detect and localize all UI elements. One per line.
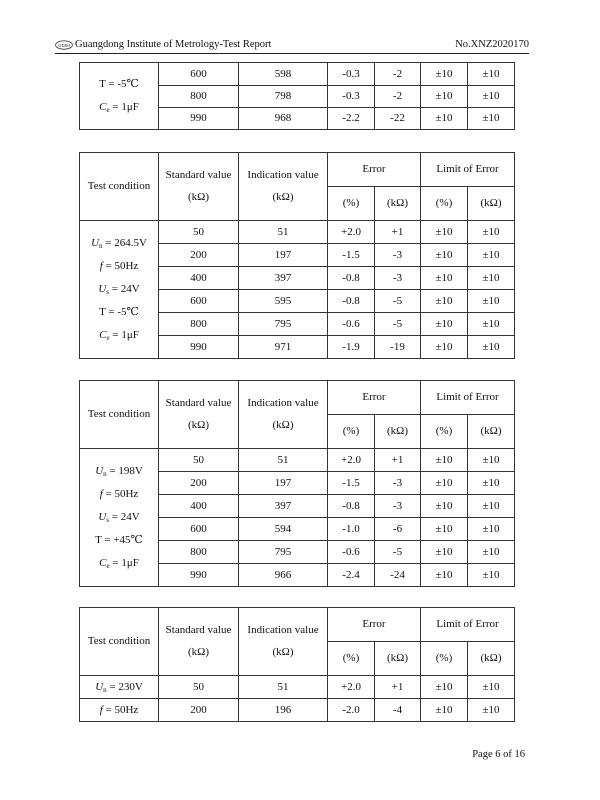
- condition-frequency: = 50Hz: [105, 703, 139, 716]
- standard-value: 50: [159, 221, 239, 244]
- limit-kohm: ±10: [468, 313, 515, 336]
- limit-kohm: ±10: [468, 244, 515, 267]
- test-condition-cell: [80, 221, 159, 359]
- test-condition-cell: [80, 449, 159, 587]
- header-limit-percent: (%): [421, 415, 468, 449]
- limit-kohm: ±10: [468, 290, 515, 313]
- indication-value: 594: [239, 518, 328, 541]
- condition-temperature: T = -5℃: [99, 306, 139, 318]
- header-standard-value: Standard value (kΩ): [159, 608, 239, 676]
- limit-percent: ±10: [421, 86, 468, 108]
- standard-value: 600: [159, 518, 239, 541]
- condition-aux-voltage: $U_s = 24V$: [98, 511, 140, 524]
- error-kohm: +1: [375, 221, 421, 244]
- header-test-condition: Test condition: [80, 381, 159, 449]
- limit-kohm: ±10: [468, 449, 515, 472]
- error-kohm: -24: [375, 564, 421, 587]
- header-error: Error: [328, 153, 421, 187]
- standard-value: 50: [159, 449, 239, 472]
- header-limit-percent: (%): [421, 642, 468, 676]
- limit-kohm: ±10: [468, 518, 515, 541]
- institute-logo-icon: [55, 40, 73, 50]
- condition-frequency: f = 50Hz: [99, 260, 139, 272]
- error-percent: -1.0: [328, 518, 375, 541]
- standard-value: 400: [159, 267, 239, 290]
- condition-capacitance: $C_e = 1\mu F$: [99, 101, 139, 114]
- indication-value: 971: [239, 336, 328, 359]
- limit-kohm: ±10: [468, 541, 515, 564]
- header-limit-of-error: Limit of Error: [421, 608, 515, 642]
- limit-percent: ±10: [421, 108, 468, 130]
- error-kohm: -4: [375, 699, 421, 722]
- error-percent: -0.6: [328, 541, 375, 564]
- limit-kohm: ±10: [468, 564, 515, 587]
- limit-percent: ±10: [421, 676, 468, 699]
- error-kohm: -5: [375, 313, 421, 336]
- limit-percent: ±10: [421, 564, 468, 587]
- error-kohm: -3: [375, 244, 421, 267]
- condition-voltage: $U_n = 198V$: [95, 465, 143, 478]
- table-row: [80, 221, 515, 244]
- error-percent: -0.8: [328, 495, 375, 518]
- header-limit-kohm: (kΩ): [468, 187, 515, 221]
- error-percent: -0.3: [328, 86, 375, 108]
- results-table-1: [79, 62, 515, 130]
- header-error-kohm: (kΩ): [375, 642, 421, 676]
- error-kohm: -3: [375, 267, 421, 290]
- error-kohm: -2: [375, 63, 421, 86]
- error-kohm: -3: [375, 495, 421, 518]
- error-kohm: -22: [375, 108, 421, 130]
- indication-value: 51: [239, 449, 328, 472]
- indication-value: 397: [239, 495, 328, 518]
- condition-capacitance: $C_e = 1\mu F$: [99, 329, 139, 342]
- indication-value: 51: [239, 221, 328, 244]
- limit-percent: ±10: [421, 290, 468, 313]
- indication-value: 197: [239, 472, 328, 495]
- header-indication-value: Indication value (kΩ): [239, 608, 328, 676]
- error-kohm: +1: [375, 676, 421, 699]
- error-kohm: -3: [375, 472, 421, 495]
- indication-value: 798: [239, 86, 328, 108]
- error-percent: -1.9: [328, 336, 375, 359]
- condition-aux-voltage: $U_s = 24V$: [98, 283, 140, 296]
- table-header-row: [80, 153, 515, 187]
- indication-value: 196: [239, 699, 328, 722]
- header-limit-percent: (%): [421, 187, 468, 221]
- error-kohm: -5: [375, 290, 421, 313]
- table-row: [80, 676, 515, 699]
- standard-value: 400: [159, 495, 239, 518]
- indication-value: 197: [239, 244, 328, 267]
- limit-kohm: ±10: [468, 221, 515, 244]
- results-table-3: [79, 380, 515, 587]
- error-percent: -0.8: [328, 290, 375, 313]
- header-error-percent: (%): [328, 187, 375, 221]
- error-percent: -1.5: [328, 244, 375, 267]
- error-percent: -0.3: [328, 63, 375, 86]
- limit-kohm: ±10: [468, 699, 515, 722]
- header-standard-value: Standard value (kΩ): [159, 381, 239, 449]
- svg-text:GDIM: GDIM: [58, 42, 70, 48]
- header-error-percent: (%): [328, 642, 375, 676]
- report-number: No.XNZ2020170: [455, 39, 529, 50]
- header-indication-value: Indication value (kΩ): [239, 381, 328, 449]
- error-percent: -2.0: [328, 699, 375, 722]
- standard-value: 600: [159, 63, 239, 86]
- table-header-row: [80, 381, 515, 415]
- indication-value: 51: [239, 676, 328, 699]
- indication-value: 795: [239, 541, 328, 564]
- limit-percent: ±10: [421, 541, 468, 564]
- indication-value: 397: [239, 267, 328, 290]
- table-row: [80, 699, 515, 722]
- condition-voltage: = 230V: [109, 680, 143, 693]
- condition-frequency: f = 50Hz: [99, 488, 139, 500]
- header-limit-of-error: Limit of Error: [421, 153, 515, 187]
- condition-capacitance: $C_e = 1\mu F$: [99, 557, 139, 570]
- test-condition-cell: [80, 63, 159, 130]
- header-rule: [55, 53, 529, 54]
- error-kohm: -19: [375, 336, 421, 359]
- limit-percent: ±10: [421, 336, 468, 359]
- standard-value: 990: [159, 108, 239, 130]
- error-percent: -0.8: [328, 267, 375, 290]
- standard-value: 800: [159, 541, 239, 564]
- indication-value: 966: [239, 564, 328, 587]
- header-limit-kohm: (kΩ): [468, 642, 515, 676]
- report-title: Guangdong Institute of Metrology-Test Report: [75, 39, 272, 50]
- header-error: Error: [328, 608, 421, 642]
- header-indication-value: Indication value (kΩ): [239, 153, 328, 221]
- standard-value: 800: [159, 313, 239, 336]
- error-percent: +2.0: [328, 449, 375, 472]
- header-error-percent: (%): [328, 415, 375, 449]
- standard-value: 990: [159, 336, 239, 359]
- header-error-kohm: (kΩ): [375, 415, 421, 449]
- limit-kohm: ±10: [468, 336, 515, 359]
- limit-percent: ±10: [421, 449, 468, 472]
- error-percent: +2.0: [328, 221, 375, 244]
- header-error-kohm: (kΩ): [375, 187, 421, 221]
- error-kohm: -2: [375, 86, 421, 108]
- page-number: Page 6 of 16: [472, 749, 525, 760]
- condition-temperature: T = -5℃: [99, 78, 139, 90]
- results-table-4: [79, 607, 515, 722]
- test-condition-cell: f = 50Hz: [80, 699, 159, 722]
- limit-kohm: ±10: [468, 267, 515, 290]
- header-test-condition: Test condition: [80, 153, 159, 221]
- limit-kohm: ±10: [468, 676, 515, 699]
- limit-percent: ±10: [421, 495, 468, 518]
- standard-value: 200: [159, 699, 239, 722]
- results-table-2: [79, 152, 515, 359]
- error-kohm: -5: [375, 541, 421, 564]
- indication-value: 795: [239, 313, 328, 336]
- standard-value: 600: [159, 290, 239, 313]
- limit-percent: ±10: [421, 472, 468, 495]
- table-header-row: [80, 608, 515, 642]
- indication-value: 598: [239, 63, 328, 86]
- limit-kohm: ±10: [468, 86, 515, 108]
- header-standard-value: Standard value (kΩ): [159, 153, 239, 221]
- table-row: [80, 63, 515, 86]
- standard-value: 200: [159, 244, 239, 267]
- error-percent: -2.4: [328, 564, 375, 587]
- limit-percent: ±10: [421, 313, 468, 336]
- header-limit-kohm: (kΩ): [468, 415, 515, 449]
- standard-value: 50: [159, 676, 239, 699]
- limit-percent: ±10: [421, 63, 468, 86]
- table-row: [80, 449, 515, 472]
- standard-value: 990: [159, 564, 239, 587]
- error-kohm: -6: [375, 518, 421, 541]
- limit-kohm: ±10: [468, 495, 515, 518]
- limit-percent: ±10: [421, 518, 468, 541]
- test-condition-cell: $U_n = 230V$: [80, 676, 159, 699]
- standard-value: 200: [159, 472, 239, 495]
- limit-kohm: ±10: [468, 108, 515, 130]
- error-percent: -2.2: [328, 108, 375, 130]
- report-header: [55, 38, 529, 54]
- error-percent: +2.0: [328, 676, 375, 699]
- limit-percent: ±10: [421, 221, 468, 244]
- limit-kohm: ±10: [468, 63, 515, 86]
- indication-value: 968: [239, 108, 328, 130]
- condition-voltage: $U_n = 264.5V$: [91, 237, 147, 250]
- header-test-condition: Test condition: [80, 608, 159, 676]
- header-error: Error: [328, 381, 421, 415]
- error-percent: -1.5: [328, 472, 375, 495]
- error-kohm: +1: [375, 449, 421, 472]
- condition-temperature: T = +45℃: [95, 534, 143, 546]
- error-percent: -0.6: [328, 313, 375, 336]
- standard-value: 800: [159, 86, 239, 108]
- indication-value: 595: [239, 290, 328, 313]
- limit-kohm: ±10: [468, 472, 515, 495]
- limit-percent: ±10: [421, 267, 468, 290]
- header-limit-of-error: Limit of Error: [421, 381, 515, 415]
- limit-percent: ±10: [421, 244, 468, 267]
- limit-percent: ±10: [421, 699, 468, 722]
